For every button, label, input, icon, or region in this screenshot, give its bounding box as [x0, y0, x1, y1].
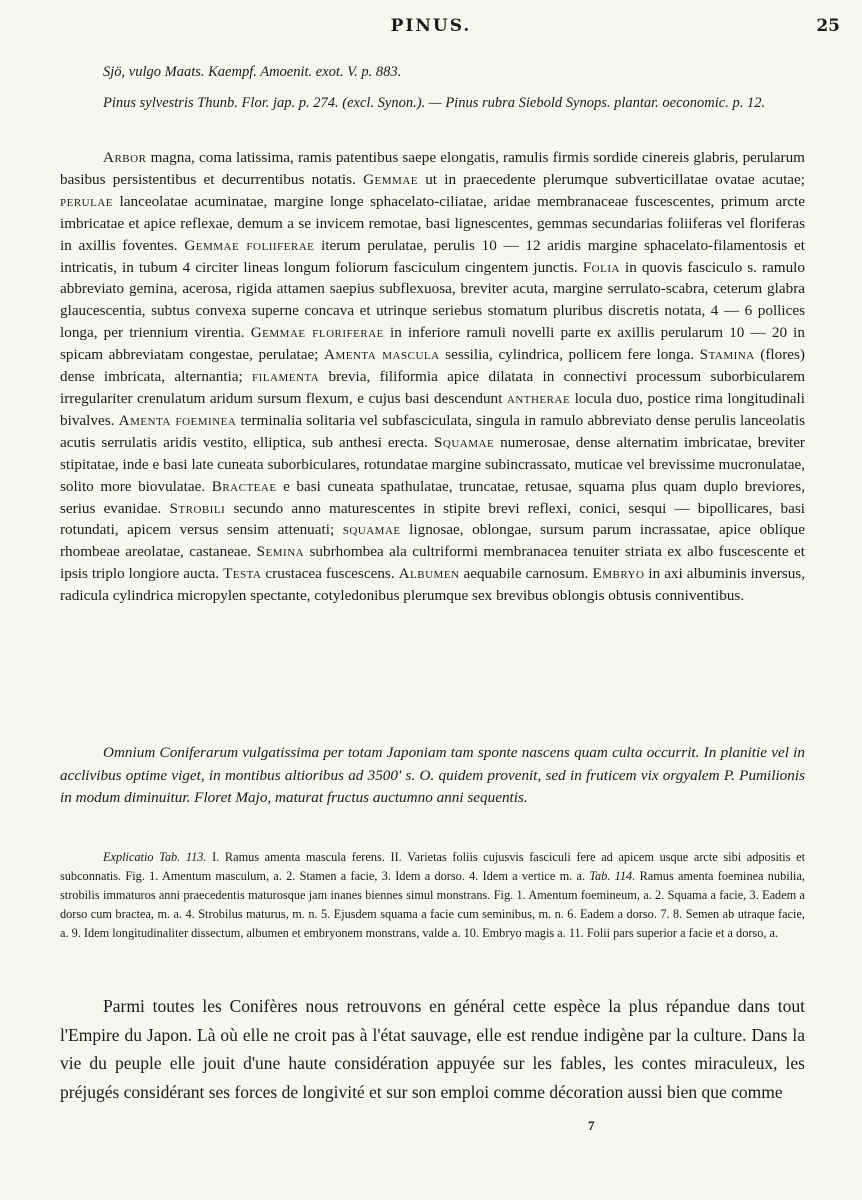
term-antherae: antherae — [506, 389, 571, 407]
description-text: locula duo, postice rima longitudinali bivalves. — [60, 389, 805, 429]
description-text: lignosae, oblongae, sursum parum incrassatae, apice oblique rhombeae areolatae, castaneae. — [60, 521, 806, 561]
french-paragraph: Parmi toutes les Conifères nous retrouvons en général cette espèce la plus répandue dans tout l'Empire du Japon. Là où elle ne croit pas à l'état sauvage, elle est rendue indigène par la culture. Dans la vie du peuple elle jouit d'une haute considération appuyée sur les fables, les contes miraculeux, les préjugés considérant ses forces de longivité et sur son emploi comme décoration aussi bien que comme — [60, 996, 805, 1102]
plate-explanation — [60, 848, 805, 943]
description-text: terminalia solitaria vel subfasciculata, singula in ramulo abbreviato dense perulis lanceolatis acutis serrulatis aridis vestito, elliptica, sub anthesi erecta. — [60, 411, 806, 451]
term-arbor: Arbor — [103, 149, 147, 166]
habitat-paragraph: Omnium Coniferarum vulgatissima per totam Japoniam tam sponte nascens quam culta occurrit. In planitie vel in acclivibus optime viget, in montibus altioribus ad 3500′ s. O. quidem provenit, sed in fruticem vix orgyalem P. Pumilionis in modum diminuitur. Floret Majo, maturat fructus auctumno anni sequentis. — [60, 744, 805, 806]
signature-mark: 7 — [588, 1118, 595, 1133]
term-stamina: Stamina — [699, 346, 755, 364]
description-text: magna, coma latissima, ramis patentibus saepe elongatis, ramulis firmis sordide cinereis glabris, perularum basibus persistentibus et decurrentibus notatis. — [60, 149, 805, 188]
page-number: 25 — [816, 16, 840, 36]
description-text: subrhombea ala cultriformi membranacea tenuiter striata ex albo fuscescente et ipsis triplo longiore aucta. — [60, 543, 805, 583]
term-embryo: Embryo — [592, 565, 645, 583]
term-gemmae-foliiferae: Gemmae foliiferae — [184, 236, 315, 254]
term-gemmae-floriferae: Gemmae floriferae — [250, 324, 384, 342]
running-header — [0, 16, 862, 42]
term-amenta-mascula: Amenta mascula — [324, 346, 440, 364]
description-text: iterum perulatae, perulis 10 — 12 aridis margine sphacelato-filamentosis et intricatis, in tubum 4 circiter lineas longum foliorum fasciculum cingentem junctis. — [60, 236, 805, 276]
description-text: in axi albuminis inversus, radicula cylindrica micropylen spectante, cotyledonibus plerumque sex brevibus oblongis obtusis conniventibus. — [60, 565, 805, 605]
term-amenta-foeminea: Amenta foeminea — [118, 411, 237, 429]
description-text: lanceolatae acuminatae, margine longe sphacelato-ciliatae, aridae membranaceae fuscescentes, primum arcte imbricatae et apice reflexae, demum a se invicem remotae, basi lignescentes, gemmas secundarias foliiferas vel floriferas in axillis foventes. — [60, 192, 805, 254]
term-folia: Folia — [582, 258, 620, 276]
term-perulae: perulae — [60, 192, 113, 210]
term-semina: Semina — [256, 543, 305, 561]
tab-114-heading: Tab. 114. — [589, 869, 636, 883]
term-albumen: Albumen — [398, 565, 460, 583]
description-text: crustacea fuscescens. — [261, 565, 399, 583]
description-text: in inferiore ramuli novelli parte ex axillis perularum 10 — 20 in spicam abbreviatam congestae, perulatae; — [60, 324, 805, 364]
term-strobili: Strobili — [169, 499, 226, 517]
synonym-line-1: Sjö, vulgo Maats. Kaempf. Amoenit. exot. V. p. 883. — [103, 64, 402, 80]
term-gemmae: Gemmae — [363, 170, 418, 188]
description-text: aequabile carnosum. — [459, 565, 593, 583]
explanation-text: I. Ramus amenta mascula ferens. II. Varietas foliis cujusvis fasciculi fere ad apicem usque arcte sibi adpositis et subconnatis. Fig. 1. Amentum masculum, a. 2. Stamen a facie, 3. Idem a dorso. 4. Idem a vertice m. a. — [60, 850, 806, 883]
explanation-text: Ramus amenta foeminea nubilia, strobilis immaturos anni praecedentis maturosque jam inanes biennes simul monstrans. Fig. 1. Amentum foemineum, a. 2. Squama a facie, 3. Eadem a dorso cum bractea, m. a. 4. Strobilus maturus, m. n. 5. Ejusdem squama a facie cum seminibus, m. n. 6. Eadem a dorso. 7. 8. Semen ab utraque facie, a. 9. Idem longitudinaliter dissectum, albumen et embryonem monstrans, valde a. 10. Embryo magis a. 11. Folii pars superior a facie et a dorso, a. — [60, 869, 806, 940]
description-text: (flores) dense imbricata, alternantia; — [60, 346, 805, 386]
latin-description — [60, 147, 805, 607]
term-squamae: Squamae — [433, 433, 495, 451]
page-title: PINUS. — [390, 16, 472, 36]
term-testa: Testa — [223, 565, 262, 583]
description-text: e basi cuneata spathulatae, truncatae, retusae, squama plus quam duplo breviores, serius evanidae. — [60, 477, 805, 517]
synonym-line-2: Pinus sylvestris Thunb. Flor. jap. p. 274. (excl. Synon.). — Pinus rubra Siebold Synops. plantar. oeconomic. p. 12. — [103, 95, 766, 111]
term-bracteae: Bracteae — [211, 477, 277, 495]
description-text: in quovis fasciculo s. ramulo abbreviato gemina, acerosa, rigida attamen saepius subflexuosa, breviter acuta, margine serrulato-scabra, ceterum glabra glaucescentia, subtus convexa superne concava et utrinque seriebus stomatum pluribus discretis notata, 4 — 6 pollices longa, per triennium virentia. — [60, 258, 805, 342]
term-squamae-lignosae: squamae — [342, 521, 401, 539]
description-text: brevia, filiformia apice dilatata in connectivi processum suborbicularem irregulariter crenulatum aridum sursum flexum, e cujus basi descendunt — [60, 368, 806, 407]
explicatio-heading: Explicatio Tab. 113. — [103, 850, 207, 864]
description-text: secundo anno maturescentes in stipite brevi reflexi, conici, sesqui — bipollicares, basi rotundati, apicem versus sensim attenuati; — [60, 499, 805, 539]
description-text: numerosae, dense alternatim imbricatae, breviter stipitatae, inde e basi late cuneata suborbiculares, rotundatae margine subincrassato, muticae vel brevissime mucronulatae, solito more biovulatae. — [60, 433, 805, 495]
description-text: sessilia, cylindrica, pollicem fere longa. — [439, 346, 700, 364]
term-filamenta: filamenta — [252, 368, 320, 386]
description-text: ut in praecedente plerumque subverticillatae ovatae acutae; — [418, 170, 805, 188]
